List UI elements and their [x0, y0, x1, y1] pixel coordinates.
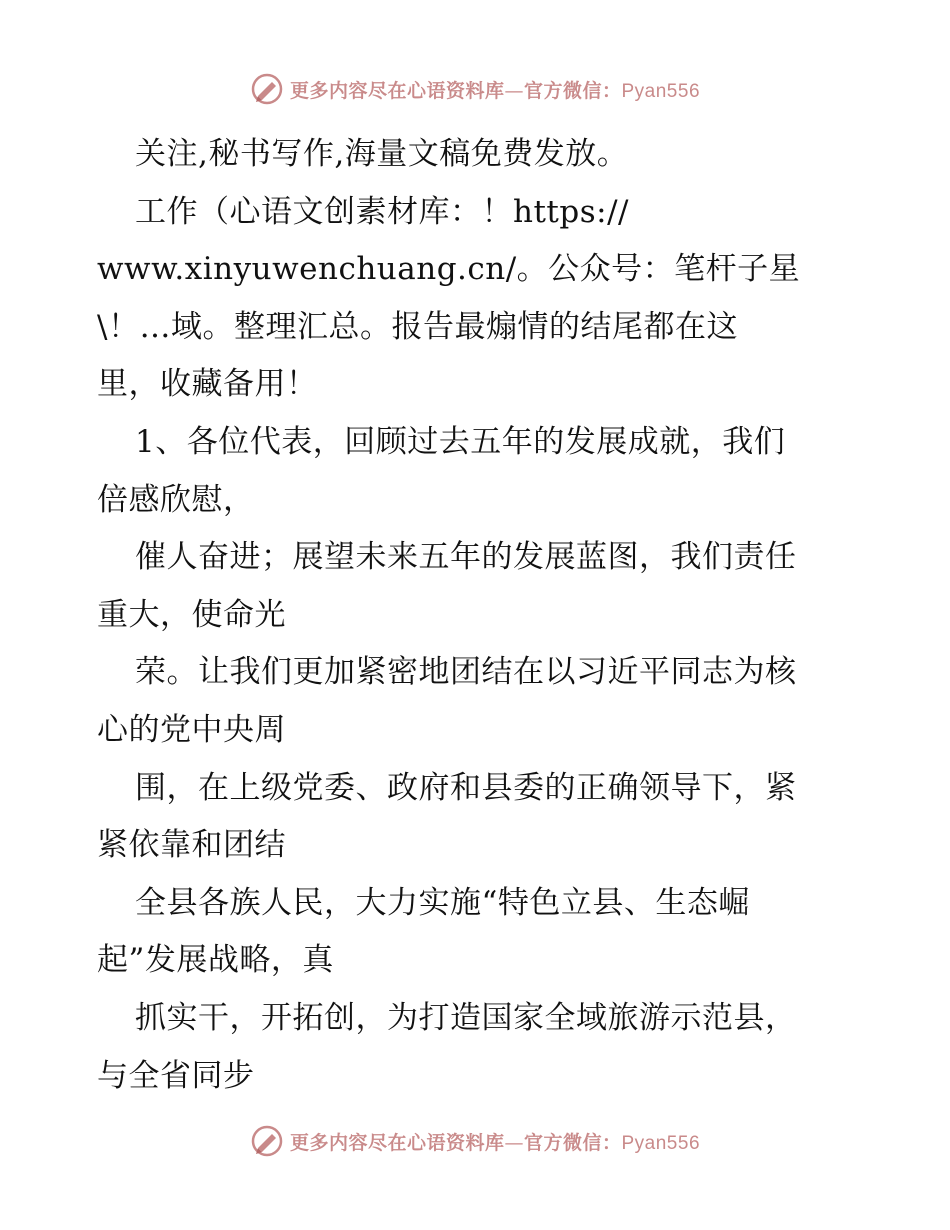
body-line: 紧依靠和团结	[97, 827, 286, 864]
document-body	[97, 126, 857, 1105]
body-line: 围，在上级党委、政府和县委的正确领导下，紧	[135, 769, 797, 806]
body-line: 与全省同步	[97, 1057, 255, 1094]
body-line: 1、各位代表，回顾过去五年的发展成就，我们	[135, 423, 786, 460]
header-watermark	[0, 72, 950, 106]
body-line: 荣。让我们更加紧密地团结在以习近平同志为核	[135, 654, 797, 691]
body-line: 心的党中央周	[97, 711, 286, 748]
body-line: 关注,秘书写作,海量文稿免费发放。	[135, 136, 629, 172]
footer-watermark	[0, 1124, 950, 1158]
body-line: 催人奋进；展望未来五年的发展蓝图，我们责任	[135, 539, 797, 576]
body-line: 里，收藏备用！	[97, 366, 318, 403]
body-line: 全县各族人民，大力实施“特色立县、生态崛	[135, 884, 750, 921]
body-line: 抓实干，开拓创，为打造国家全域旅游示范县，	[135, 999, 797, 1036]
body-line: 重大，使命光	[97, 596, 286, 633]
watermark-text: 更多内容尽在心语资料库—官方微信：Pyan556	[289, 1131, 701, 1154]
body-line: www.xinyuwenchuang.cn/。公众号：笔杆子星	[97, 251, 801, 288]
body-line: 工作（心语文创素材库：！https://	[135, 193, 629, 230]
body-line: 起”发展战略，真	[97, 942, 334, 979]
watermark-text: 更多内容尽在心语资料库—官方微信：Pyan556	[289, 79, 701, 102]
pen-logo-icon	[250, 1124, 284, 1158]
pen-logo-icon	[250, 72, 284, 106]
body-line: 倍感欣慰，	[97, 481, 255, 518]
body-line: \！…域。整理汇总。报告最煽情的结尾都在这	[97, 308, 738, 345]
